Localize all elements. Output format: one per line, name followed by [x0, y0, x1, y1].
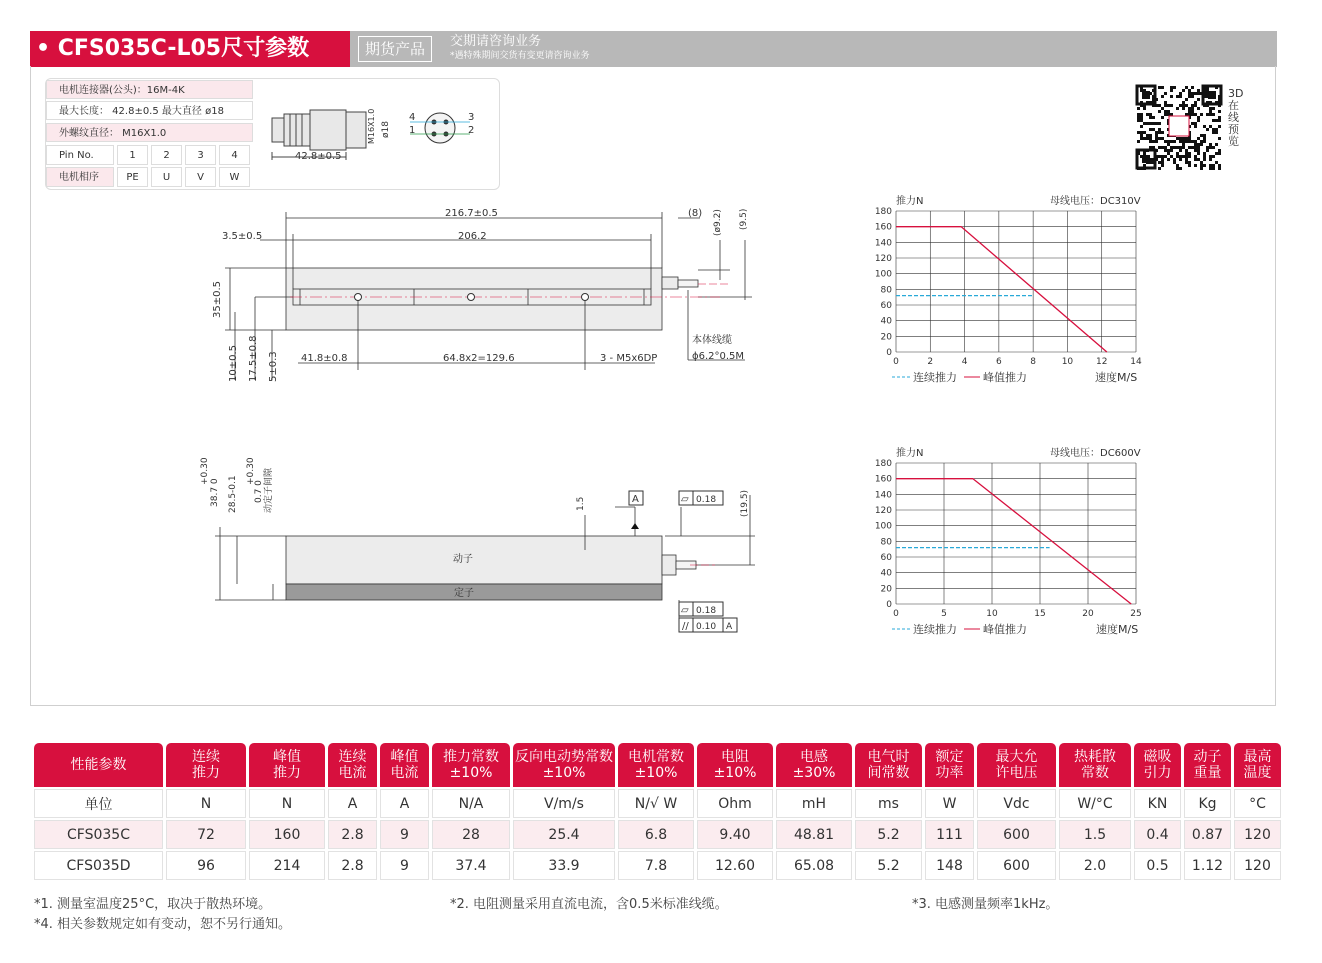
header-line: 电感: [800, 749, 828, 765]
table-cell: mH: [776, 789, 852, 818]
y-tick-label: 80: [880, 285, 892, 296]
table-cell: 9: [380, 820, 429, 849]
pin-number: 2: [151, 145, 182, 165]
table-cell: N: [166, 789, 246, 818]
header-line: 推力常数: [443, 749, 499, 765]
pin-map-label: 2: [468, 125, 475, 136]
dim-dia-9-2: (ø9.2): [713, 209, 723, 236]
table-cell: Kg: [1184, 789, 1231, 818]
header-line: 电气时: [867, 749, 910, 765]
table-cell: 25.4: [513, 820, 615, 849]
dim-17-5: 17.5±0.8: [248, 335, 259, 382]
header-line: 最高: [1243, 749, 1272, 765]
header-line: 峰值: [390, 749, 419, 765]
page-title: • CFS035C-L05尺寸参数: [36, 36, 310, 61]
connector-thread: 外螺纹直径： M16X1.0: [46, 123, 253, 142]
connector-dia-dim: ø18: [381, 121, 391, 138]
header-line: 热耗散: [1074, 749, 1116, 765]
y-tick-label: 40: [880, 568, 892, 579]
phase-value: PE: [117, 167, 148, 187]
table-cell: V/m/s: [513, 789, 615, 818]
column-header: [328, 743, 377, 787]
chart-xlabel: 速度M/S: [1095, 371, 1138, 384]
header-line: 功率: [935, 765, 964, 781]
x-tick-label: 12: [1095, 357, 1108, 367]
dim-total-length: 216.7±0.5: [445, 208, 498, 219]
svg-text://: //: [682, 621, 689, 632]
header-line: 许电压: [995, 765, 1038, 781]
y-tick-label: 100: [874, 521, 892, 532]
header-line: ±10%: [634, 765, 678, 781]
y-tick-label: 60: [880, 301, 892, 311]
column-header: [977, 743, 1056, 787]
column-header: [776, 743, 852, 787]
table-cell: N: [249, 789, 325, 818]
performance-table: [31, 741, 1284, 882]
pin-no-label: Pin No.: [46, 145, 114, 165]
table-row: [34, 820, 1281, 849]
lead-time-note: 交期请咨询业务: [450, 34, 542, 49]
chart-ylabel: 推力N: [896, 196, 924, 207]
y-tick-label: 160: [874, 222, 892, 233]
connector-type: 电机连接器(公头)：16M-4K: [46, 80, 253, 99]
table-cell: 160: [249, 820, 325, 849]
table-cell: N/√ W: [618, 789, 694, 818]
table-header-row: [34, 743, 1281, 787]
x-tick-label: 5: [941, 609, 947, 619]
dim-5: 5±0.3: [268, 351, 279, 382]
note-4: *4. 相关参数规定如有变动，恕不另行通知。: [34, 917, 292, 932]
dim-0-7-tol: +0.30: [246, 457, 256, 485]
table-cell: 148: [925, 851, 974, 880]
table-cell: 9.40: [697, 820, 773, 849]
legend-continuous: 连续推力: [913, 371, 957, 384]
column-header: 性能参数: [34, 743, 163, 787]
table-cell: 33.9: [513, 851, 615, 880]
table-cell: 120: [1234, 851, 1281, 880]
parallelism-datum: A: [726, 622, 733, 632]
table-cell: CFS035C: [34, 820, 163, 849]
table-cell: 37.4: [432, 851, 510, 880]
table-cell: 6.8: [618, 820, 694, 849]
header-line: 额定: [935, 749, 964, 765]
header-line: 温度: [1243, 765, 1272, 781]
phase-value: V: [185, 167, 216, 187]
table-cell: 48.81: [776, 820, 852, 849]
column-header: [249, 743, 325, 787]
connector-size: 最大长度： 42.8±0.5 最大直径 ø18: [46, 101, 253, 120]
pin-number: 4: [219, 145, 250, 165]
table-cell: 7.8: [618, 851, 694, 880]
header-line: ±30%: [792, 765, 836, 781]
dim-206-2: 206.2: [458, 231, 487, 242]
header-line: 电流: [390, 765, 419, 781]
chart-xlabel: 速度M/S: [1096, 623, 1139, 636]
phase-value: W: [219, 167, 250, 187]
table-cell: ms: [855, 789, 922, 818]
y-tick-label: 180: [874, 459, 892, 469]
dim-10: 10±0.5: [228, 344, 239, 382]
y-tick-label: 20: [880, 584, 892, 595]
note-1: *1. 测量室温度25°C，取决于散热环境。: [34, 897, 272, 912]
dim-35: 35±0.5: [212, 280, 223, 318]
table-cell: Vdc: [977, 789, 1056, 818]
y-tick-label: 20: [880, 332, 892, 343]
cable-spec: ϕ6.2°0.5M: [692, 351, 745, 362]
datum-a: A: [632, 494, 639, 505]
table-cell: 5.2: [855, 820, 922, 849]
lead-time-subnote: *遇特殊期间交货有变更请咨询业务: [450, 51, 590, 61]
table-cell: 1.5: [1059, 820, 1131, 849]
note-2: *2. 电阻测量采用直流电流，含0.5米标准线缆。: [450, 897, 728, 912]
header-line: ±10%: [449, 765, 493, 781]
table-cell: 单位: [34, 789, 163, 818]
top-view-drawing: [200, 200, 760, 390]
table-cell: 65.08: [776, 851, 852, 880]
dim-9-5: (9.5): [739, 208, 749, 230]
table-row: [34, 789, 1281, 818]
note-3: *3. 电感测量频率1kHz。: [912, 897, 1059, 912]
phase-value: U: [151, 167, 182, 187]
y-tick-label: 80: [880, 537, 892, 548]
pin-map-label: 4: [409, 112, 416, 123]
qr-code[interactable]: [1135, 84, 1223, 170]
mount-holes: 3 - M5x6DP: [600, 353, 658, 364]
header-line: 连续: [338, 749, 367, 765]
column-header: [618, 743, 694, 787]
header-line: ±10%: [542, 765, 586, 781]
table-cell: KN: [1134, 789, 1181, 818]
pin-number: 3: [185, 145, 216, 165]
x-tick-label: 6: [995, 357, 1002, 367]
header-line: 重量: [1193, 765, 1222, 781]
cable-label: 本体线缆: [692, 335, 732, 346]
stator-flatness-tol: 0.18: [696, 606, 717, 616]
header-line: 间常数: [867, 765, 910, 781]
table-body: [34, 789, 1281, 880]
x-tick-label: 25: [1130, 609, 1142, 619]
y-tick-label: 100: [874, 269, 892, 280]
y-tick-label: 140: [874, 490, 892, 501]
header-line: 电阻: [721, 749, 749, 765]
dim-0-7: 0.7 0: [254, 480, 264, 503]
x-tick-label: 10: [1061, 357, 1074, 367]
y-tick-label: 60: [880, 553, 892, 563]
table-cell: 214: [249, 851, 325, 880]
phase-label: 电机相序: [46, 167, 114, 187]
table-cell: W/°C: [1059, 789, 1131, 818]
table-cell: 5.2: [855, 851, 922, 880]
table-cell: 72: [166, 820, 246, 849]
x-tick-label: 10: [986, 609, 998, 619]
svg-text:▱: ▱: [681, 605, 689, 616]
dim-1-5: 1.5: [576, 496, 586, 511]
y-tick-label: 0: [886, 348, 892, 358]
table-cell: Ohm: [697, 789, 773, 818]
table-cell: 2.0: [1059, 851, 1131, 880]
table-cell: W: [925, 789, 974, 818]
table-cell: CFS035D: [34, 851, 163, 880]
header-line: 引力: [1143, 765, 1172, 781]
table-cell: 2.8: [328, 820, 377, 849]
x-tick-label: 8: [1030, 357, 1037, 367]
header-line: 推力: [192, 765, 220, 781]
x-tick-label: 14: [1130, 357, 1142, 367]
column-header: [1184, 743, 1231, 787]
pin-number: 1: [117, 145, 148, 165]
table-cell: °C: [1234, 789, 1281, 818]
3d-preview-label: 3D在线预览: [1228, 87, 1244, 148]
table-cell: 600: [977, 820, 1056, 849]
dim-pitch: 64.8x2=129.6: [443, 353, 515, 364]
x-tick-label: 0: [893, 357, 899, 367]
table-row: [34, 851, 1281, 880]
table-cell: 0.87: [1184, 820, 1231, 849]
thrust-chart-dc310: [860, 190, 1160, 390]
y-tick-label: 120: [874, 506, 892, 516]
mover-label: 动子: [453, 554, 473, 565]
column-header: [432, 743, 510, 787]
y-tick-label: 120: [874, 254, 892, 264]
column-header: [1234, 743, 1281, 787]
dim-19-5: (19.5): [740, 489, 750, 517]
table-cell: 2.8: [328, 851, 377, 880]
header-line: ±10%: [713, 765, 757, 781]
column-header: [697, 743, 773, 787]
column-header: [513, 743, 615, 787]
y-tick-label: 180: [874, 207, 892, 217]
table-cell: 600: [977, 851, 1056, 880]
futures-product-tag: 期货产品: [358, 36, 432, 62]
connector-length-dim: 42.8±0.5: [295, 151, 342, 162]
x-tick-label: 15: [1034, 609, 1046, 619]
parallelism-tol: 0.10: [696, 622, 717, 632]
legend-peak: 峰值推力: [983, 623, 1027, 636]
column-header: [166, 743, 246, 787]
chart-voltage: 母线电压：DC600V: [1050, 448, 1141, 459]
connector-thread-dim: M16X1.0: [367, 108, 376, 144]
table-cell: 0.5: [1134, 851, 1181, 880]
dim-8: (8): [688, 208, 703, 219]
table-cell: 1.12: [1184, 851, 1231, 880]
table-cell: 111: [925, 820, 974, 849]
column-header: [380, 743, 429, 787]
pin-map-label: 3: [468, 112, 475, 123]
header-line: 常数: [1081, 765, 1109, 781]
dim-38-7: 38.7 0: [210, 478, 220, 507]
table-cell: N/A: [432, 789, 510, 818]
dim-3-5: 3.5±0.5: [222, 231, 263, 242]
dim-41-8: 41.8±0.8: [301, 353, 348, 364]
header-line: 磁吸: [1143, 749, 1172, 765]
header-line: 反向电动势常数: [515, 749, 613, 765]
x-tick-label: 2: [927, 357, 934, 367]
pin-map-label: 1: [409, 125, 416, 136]
legend-peak: 峰值推力: [983, 371, 1027, 384]
x-tick-label: 4: [961, 357, 968, 367]
column-header: [925, 743, 974, 787]
column-header: [855, 743, 922, 787]
table-cell: A: [328, 789, 377, 818]
header-line: 推力: [273, 765, 301, 781]
connector-drawing: [262, 100, 492, 170]
y-tick-label: 40: [880, 316, 892, 327]
dim-38-7-tol: +0.30: [200, 457, 210, 485]
table-cell: 0.4: [1134, 820, 1181, 849]
thrust-chart-dc600: [860, 442, 1160, 642]
y-tick-label: 140: [874, 238, 892, 249]
chart-ylabel: 推力N: [896, 448, 924, 459]
header-line: 峰值: [273, 749, 301, 765]
air-gap-label: 动定子间隙: [264, 467, 274, 513]
x-tick-label: 0: [893, 609, 899, 619]
x-tick-label: 20: [1082, 609, 1094, 619]
side-view-drawing: [195, 455, 755, 635]
header-line: 连续: [192, 749, 220, 765]
table-cell: 9: [380, 851, 429, 880]
column-header: [1134, 743, 1181, 787]
flatness-tol: 0.18: [696, 495, 717, 505]
column-header: [1059, 743, 1131, 787]
legend-continuous: 连续推力: [913, 623, 957, 636]
table-cell: 12.60: [697, 851, 773, 880]
header-line: 电流: [338, 765, 367, 781]
header-line: 电机常数: [628, 749, 684, 765]
table-cell: 96: [166, 851, 246, 880]
y-tick-label: 160: [874, 474, 892, 485]
table-cell: 28: [432, 820, 510, 849]
table-cell: 120: [1234, 820, 1281, 849]
header-line: 最大允: [995, 749, 1038, 765]
chart-voltage: 母线电压：DC310V: [1050, 196, 1141, 207]
y-tick-label: 0: [886, 600, 892, 610]
stator-label: 定子: [454, 588, 474, 599]
dim-28-5: 28.5-0.1: [228, 475, 238, 513]
svg-text:▱: ▱: [681, 494, 689, 505]
header-line: 动子: [1193, 749, 1222, 765]
table-cell: A: [380, 789, 429, 818]
